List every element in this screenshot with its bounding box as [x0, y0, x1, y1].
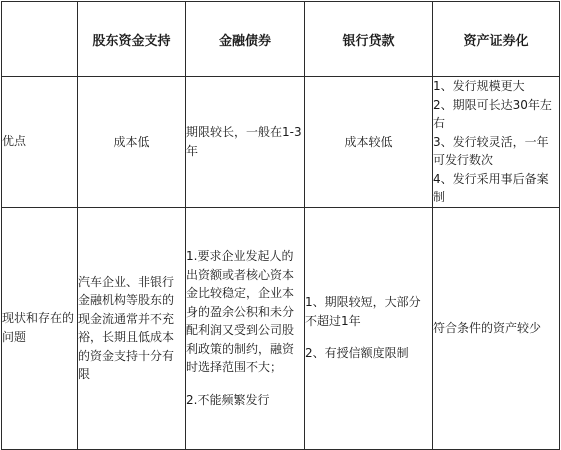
- abs-advantage-3: 3、发行较灵活，一年可发行数次: [433, 134, 549, 167]
- table-row-advantages: [2, 77, 560, 208]
- loan-issue-2: 2、有授信额度限制: [305, 346, 409, 361]
- header-bank-loans: 银行贷款: [305, 2, 433, 77]
- header-shareholder-funding: 股东资金支持: [78, 2, 186, 77]
- abs-advantage-4: 4、发行采用事后备案制: [433, 171, 549, 204]
- row-label-advantages: 优点: [2, 77, 78, 208]
- issue-bank-loans: [305, 207, 433, 449]
- abs-advantage-2: 2、期限可长达30年左右: [433, 97, 552, 130]
- bond-issue-1: 1.要求企业发起人的出资额或者核心资本金比较稳定，企业本身的盈余公积和未分配利润又受到公司股利政策的制约，融资时选择范围不大；: [186, 249, 295, 374]
- issue-shareholder-funding: 汽车企业、非银行金融机构等股东的现金流通常并不充裕，长期且低成本的资金支持十分有限: [78, 207, 186, 449]
- header-corner: [2, 2, 78, 77]
- loan-issue-1: 1、期限较短，大部分不超过1年: [305, 295, 421, 328]
- bond-issue-2: 2.不能频繁发行: [186, 392, 270, 407]
- comparison-table: [1, 1, 560, 450]
- row-label-issues: 现状和存在的问题: [2, 207, 78, 449]
- header-financial-bonds: 金融债券: [186, 2, 305, 77]
- advantage-asset-securitization: [433, 77, 560, 208]
- issue-financial-bonds: [186, 207, 305, 449]
- header-asset-securitization: 资产证券化: [433, 2, 560, 77]
- advantage-financial-bonds: 期限较长，一般在1-3年: [186, 77, 305, 208]
- table-row-issues: [2, 207, 560, 449]
- advantage-bank-loans: 成本较低: [305, 77, 433, 208]
- issue-asset-securitization: 符合条件的资产较少: [433, 207, 560, 449]
- abs-advantage-1: 1、发行规模更大: [433, 79, 525, 93]
- advantage-shareholder-funding: 成本低: [78, 77, 186, 208]
- header-row: [2, 2, 560, 77]
